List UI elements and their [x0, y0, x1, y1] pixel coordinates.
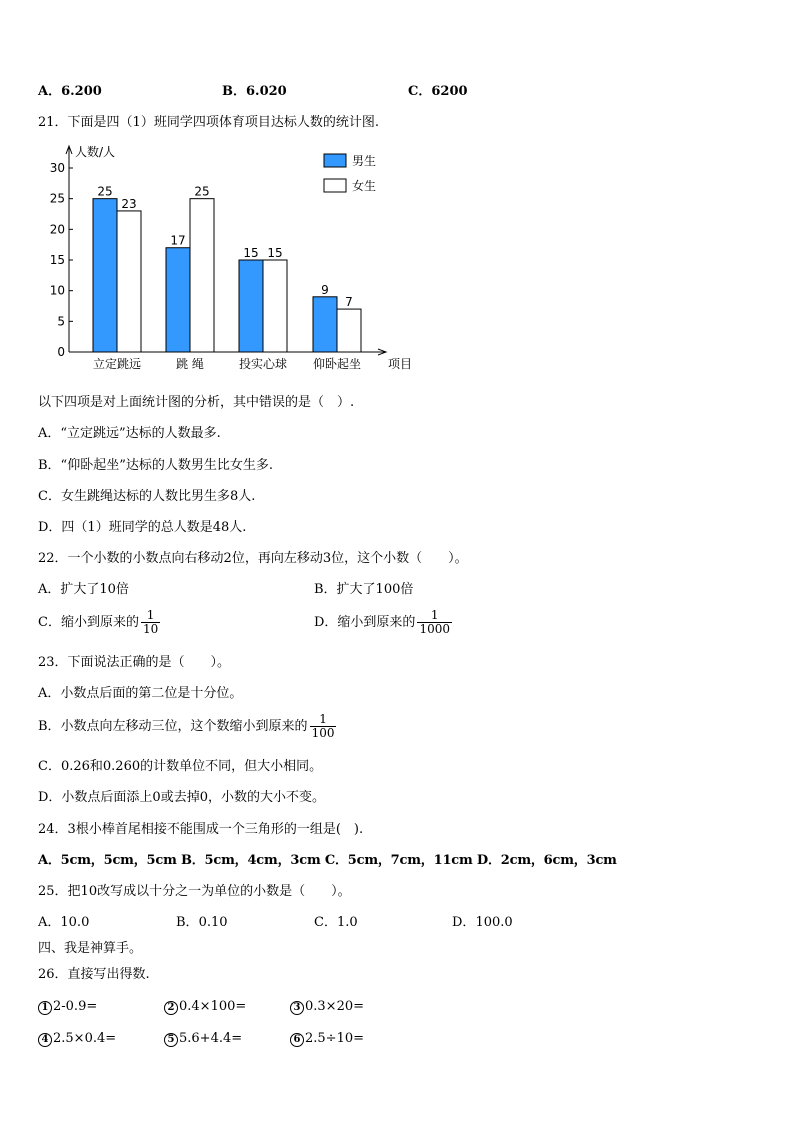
legend-label: 男生	[352, 154, 377, 168]
legend-swatch	[324, 154, 346, 167]
q25-stem: 25．把10改写成以十分之一为单位的小数是（ ）。	[38, 884, 351, 899]
q26-stem: 26．直接写出得数.	[38, 967, 150, 982]
q25-option-c: C．1.0	[314, 915, 358, 930]
bar-value-label: 17	[170, 233, 186, 248]
circled-number: 6	[290, 1033, 304, 1047]
bar	[313, 297, 337, 352]
bar-value-label: 7	[345, 295, 353, 310]
category-label: 仰卧起坐	[312, 357, 362, 371]
y-tick-label: 20	[49, 222, 65, 237]
q21-option-d: D．四（1）班同学的总人数是48人.	[38, 520, 247, 535]
legend-swatch	[324, 179, 346, 192]
q23-option-a: A．小数点后面的第二位是十分位。	[38, 686, 243, 701]
q26-item-5: 5 5.6+4.4=	[164, 1030, 242, 1048]
section-heading: 四、我是神算手。	[38, 941, 143, 956]
q23-option-c: C．0.26和0.260的计数单位不同，但大小相同。	[38, 759, 323, 774]
q22-option-c: C．缩小到原来的 $\frac{1}{10}$	[38, 608, 159, 636]
bar-value-label: 25	[194, 184, 210, 199]
bar	[166, 248, 190, 352]
bar-value-label: 9	[321, 282, 329, 297]
bar	[190, 199, 214, 352]
q23-option-d: D．小数点后面添上0或去掉0，小数的大小不变。	[38, 790, 325, 805]
circled-number: 2	[164, 1001, 178, 1015]
q21-option-b: B．“仰卧起坐”达标的人数男生比女生多.	[38, 458, 273, 473]
bar-value-label: 15	[243, 246, 259, 260]
bar-value-label: 15	[267, 246, 283, 260]
circled-number: 3	[290, 1001, 304, 1015]
q26-item-3: 3 0.3×20=	[290, 998, 364, 1016]
legend-label: 女生	[352, 179, 377, 193]
q23-stem: 23．下面说法正确的是（ ）。	[38, 655, 231, 670]
y-tick-label: 15	[49, 253, 65, 267]
q22-option-d: D．缩小到原来的 $\frac{1}{1000}$	[314, 608, 450, 636]
q25-option-d: D．100.0	[452, 915, 513, 930]
circled-number: 4	[38, 1033, 52, 1047]
q26-item-6: 6 2.5÷10=	[290, 1030, 364, 1048]
q24-options: A．5cm，5cm，5cm B．5cm，4cm，3cm C．5cm，7cm，11cm D．2cm，6cm，3cm	[38, 853, 617, 868]
q23-option-b: B．小数点向左移动三位，这个数缩小到原来的 $\frac{1}{100}$	[38, 712, 335, 740]
y-tick-label: 10	[49, 283, 65, 298]
q24-stem: 24．3根小棒首尾相接不能围成一个三角形的一组是( ).	[38, 822, 364, 837]
y-tick-label: 30	[49, 161, 65, 175]
fraction: $\frac{1}{10}$	[142, 608, 159, 636]
category-label: 投实心球	[238, 357, 288, 371]
bar	[239, 260, 263, 352]
q21-question: 以下四项是对上面统计图的分析，其中错误的是（ ）.	[38, 395, 355, 410]
bar	[337, 309, 361, 352]
bar-value-label: 25	[97, 184, 113, 199]
q26-item-4: 4 2.5×0.4=	[38, 1030, 116, 1048]
q26-item-2: 2 0.4×100=	[164, 998, 246, 1016]
bar	[93, 199, 117, 352]
circled-number: 5	[164, 1033, 178, 1047]
q21-option-c: C．女生跳绳达标的人数比男生多8人.	[38, 489, 256, 504]
q21-stem: 21．下面是四（1）班同学四项体育项目达标人数的统计图.	[38, 115, 379, 130]
y-tick-label: 5	[57, 314, 65, 329]
y-tick-label: 0	[57, 345, 65, 359]
bar	[117, 211, 141, 352]
x-axis-label: 项目	[388, 357, 413, 371]
circled-number: 1	[38, 1001, 52, 1015]
q25-option-b: B．0.10	[176, 915, 228, 930]
category-label: 立定跳远	[92, 357, 142, 371]
bar	[263, 260, 287, 352]
bar-chart	[36, 140, 416, 375]
fraction: $\frac{1}{1000}$	[419, 608, 450, 636]
q26-item-1: 1 2-0.9=	[38, 998, 97, 1016]
q22-stem: 22．一个小数的小数点向右移动2位，再向左移动3位，这个小数（ ）。	[38, 551, 468, 566]
y-axis-label: 人数/人	[75, 145, 116, 159]
q22-option-a: A．扩大了10倍	[38, 582, 129, 597]
q20-option-c: C．6200	[408, 84, 468, 99]
fraction: $\frac{1}{100}$	[311, 712, 335, 740]
q20-option-a: A．6.200	[38, 84, 102, 99]
q21-option-a: A．“立定跳远”达标的人数最多.	[38, 426, 221, 441]
bar-value-label: 23	[121, 196, 137, 211]
q25-option-a: A．10.0	[38, 915, 90, 930]
q20-option-b: B．6.020	[222, 84, 287, 99]
y-tick-label: 25	[49, 191, 65, 206]
category-label: 跳 绳	[176, 357, 204, 371]
q22-option-b: B．扩大了100倍	[314, 582, 414, 597]
